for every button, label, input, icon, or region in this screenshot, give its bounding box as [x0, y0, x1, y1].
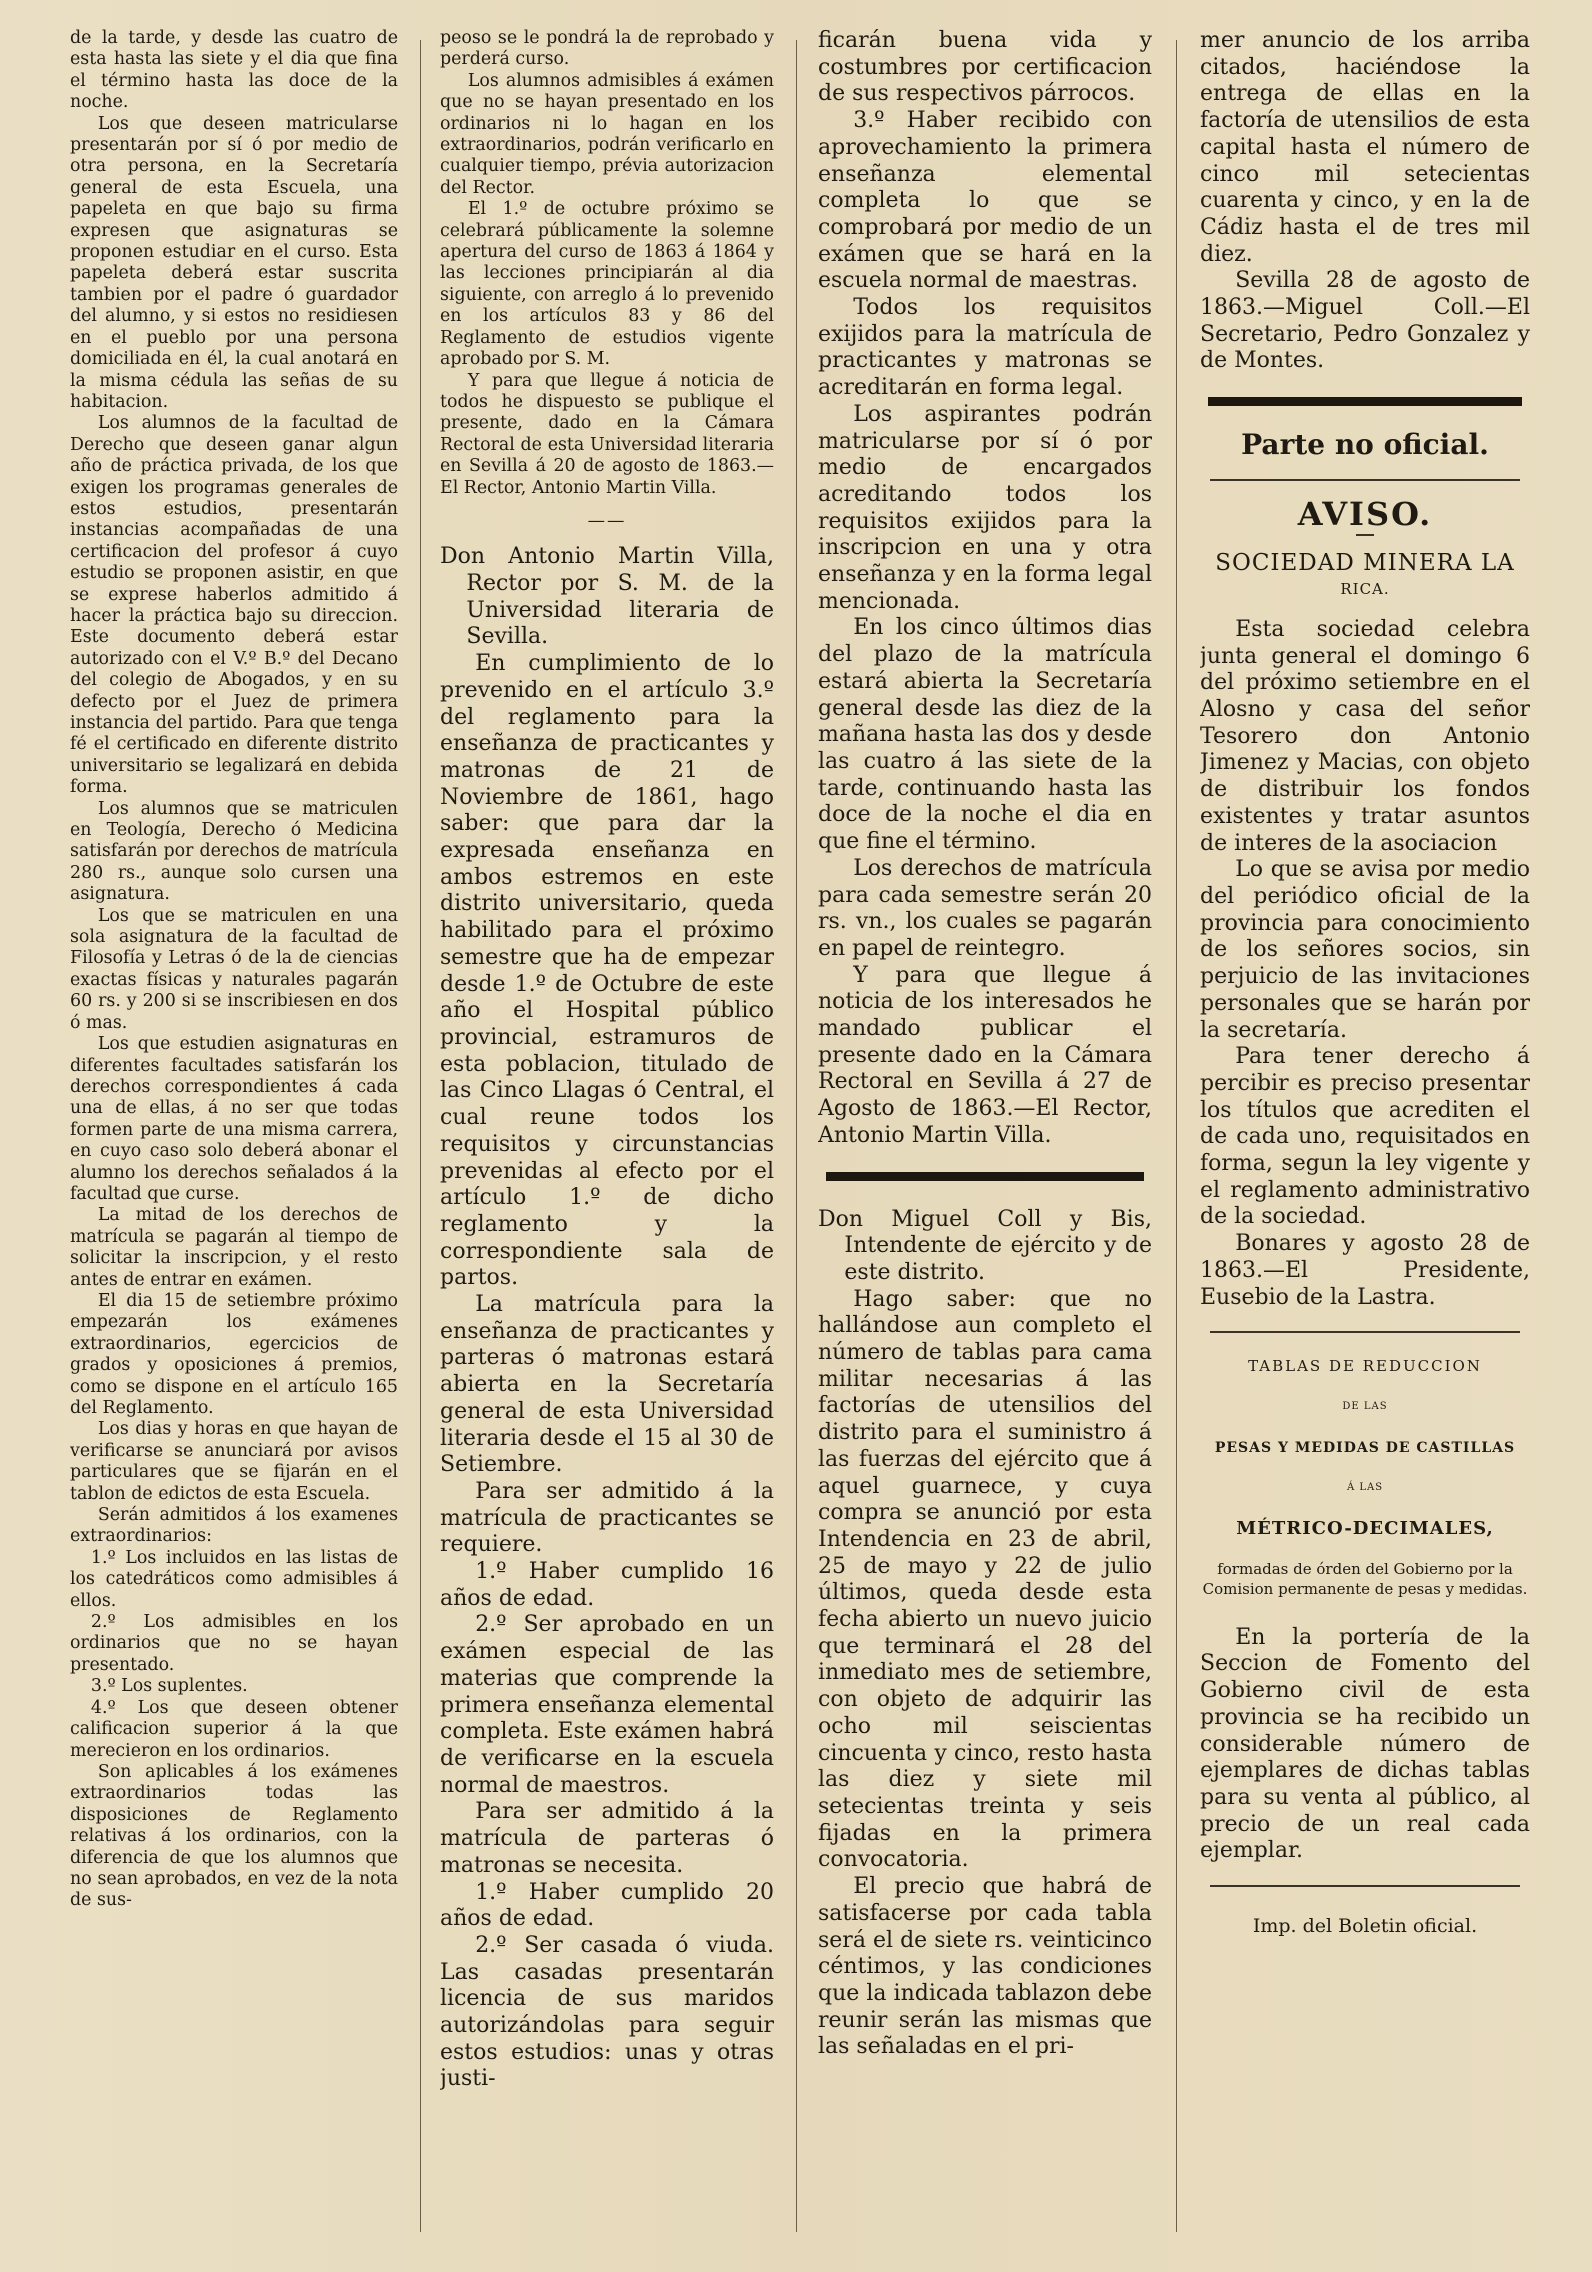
column-2 [440, 28, 774, 2252]
paragraph: 1.º Haber cumplido 20 años de edad. [440, 1879, 774, 1932]
separator-dash: —— [587, 510, 627, 531]
paragraph: Los aspirantes podrán matricularse por sí ó por medio de encargados acreditando todos los requisitos exijidos para la inscripcion en una y otra enseñanza y en la forma legal mencionada. [818, 401, 1152, 614]
paragraph: Los alumnos admisibles á exámen que no se hayan presentado en los ordinarios ni lo hagan en los extraordinarios, podrán verificarlo en cualquier tiempo, prévia autorizacion del Rector. [440, 70, 774, 198]
column-3 [818, 28, 1152, 2252]
tables-title-metric: MÉTRICO-DECIMALES, [1236, 1518, 1494, 1540]
list-item: 4.º Los que deseen obtener calificacion superior á la que merecieron en los ordinarios. [70, 1697, 398, 1761]
paragraph: La matrícula para la enseñanza de practicantes y parteras ó matronas estará abierta en la Secretaría general de esta Universidad literaria desde el 15 al 30 de Setiembre. [440, 1292, 774, 1478]
paragraph: El precio que habrá de satisfacerse por cada tabla será el de siete rs. veinticinco céntimos, y las condiciones que la indicada tablazon debe reunir serán las mismas que las señaladas en el pri- [818, 1874, 1152, 2060]
paragraph: Los que deseen matricularse presentarán por sí ó por medio de otra persona, en la Secretaría general de esta Escuela, una papeleta en que bajo su firma expresen que asignaturas se proponen estudiar en el curso. Esta papeleta deberá estar suscrita tambien por el padre ó guardador del alumno, y si estos no residiesen en el pueblo por una persona domiciliada en él, la cual anotará en la misma cédula las señas de su habitacion. [70, 113, 398, 412]
paragraph: Los alumnos de la facultad de Derecho que deseen ganar algun año de práctica privada, de los que exigen los programas generales de estos estudios, presentarán instancias acompañadas de una certificacion del profesor á cuyo estudio se proponen asistir, en que se exprese haberlos admitido á hacer la práctica bajo su direccion. Este documento deberá estar autorizado con el V.º B.º del Decano del colegio de Abogados, y en su defecto por el Juez de primera instancia del partido. Para que tenga fé el certificado en diferente distrito universitario se legalizará en debida forma. [70, 413, 398, 798]
section-title: Parte no oficial. [1241, 428, 1489, 462]
column-1 [70, 28, 398, 2252]
paragraph: Y para que llegue á noticia de todos he dispuesto se publique el presente, dado en la Cámara Rectoral de esta Universidad literaria en Sevilla á 20 de agosto de 1863.—El Rector, Antonio Martin Villa. [440, 370, 774, 498]
column-divider [420, 40, 421, 2232]
decree-heading [440, 544, 774, 651]
paragraph: mer anuncio de los arriba citados, haciéndose la entrega de ellas en la factoría de utensilios de esta capital hasta el número de cinco mil setecientas cuarenta y cinco, y en la de Cádiz hasta el de tres mil diez. [1200, 28, 1530, 267]
paragraph: Esta sociedad celebra junta general el domingo 6 del próximo setiembre en el Alosno y casa del señor Tesorero don Antonio Jimenez y Macias, con objeto de distribuir los fondos existentes y tratar asuntos de interes de la asociacion [1200, 616, 1530, 856]
column-divider [796, 40, 797, 2232]
decree-heading-text: Don Miguel Coll y Bis, Intendente de ejército y de este distrito. [818, 1206, 1152, 1285]
section-rule [826, 1172, 1144, 1181]
column-4 [1200, 28, 1530, 2252]
printer-imprint: Imp. del Boletin oficial. [1252, 1915, 1478, 1938]
paragraph: La mitad de los derechos de matrícula se pagarán al tiempo de solicitar la inscripcion, y el resto antes de entrar en exámen. [70, 1205, 398, 1290]
paragraph: Los alumnos que se matriculen en Teología, Derecho ó Medicina satisfarán por derechos de matrícula 280 rs., aunque solo cursen una asignatura. [70, 798, 398, 905]
society-title-cont: RICA. [1340, 580, 1390, 599]
paragraph: Los dias y horas en que hayan de verificarse se anunciará por avisos particulares que se fijarán en el tablon de edictos de esta Escuela. [70, 1419, 398, 1504]
paragraph: En cumplimiento de lo prevenido en el artículo 3.º del reglamento para la enseñanza de practicantes y matronas de 21 de Noviembre de 1861, hago saber: que para dar la expresada enseñanza en ambos estremos en este distrito universitario, queda habilitado para el próximo semestre que ha de empezar desde 1.º de Octubre de este año el Hospital público provincial, estramuros de esta poblacion, titulado de las Cinco Llagas ó Central, el cual reune todos los requisitos y circunstancias prevenidas al efecto por el artículo 1.º de dicho reglamento y la correspondiente sala de partos. [440, 651, 774, 1291]
paragraph: Lo que se avisa por medio del periódico oficial de la provincia para conocimiento de los señores socios, sin perjuicio de las invitaciones personales que se harán por la secretaría. [1200, 857, 1530, 1043]
list-item: 2.º Los admisibles en los ordinarios que no se hayan presentado. [70, 1612, 398, 1675]
paragraph: En los cinco últimos dias del plazo de la matrícula estará abierta la Secretaría general desde las diez de la mañana hasta las dos y desde las cuatro á las siete de la tarde, continuando hasta las doce de la noche el dia en que fine el término. [818, 615, 1152, 855]
list-item: 1.º Los incluidos en las listas de los catedráticos como admisibles á ellos. [70, 1547, 398, 1611]
paragraph: En la portería de la Seccion de Fomento del Gobierno civil de esta provincia se ha recibido un considerable número de ejemplares de dichas tablas para su venta al público, al precio de un real cada ejemplar. [1200, 1624, 1530, 1864]
paragraph: 3.º Haber recibido con aprovechamiento la primera enseñanza elemental completa lo que se comprobará por medio de un exámen que se hará en la escuela normal de maestras. [818, 108, 1152, 294]
paragraph: Los que se matriculen en una sola asignatura de la facultad de Filosofía y Letras ó de la de ciencias exactas físicas y naturales pagarán 60 rs. y 200 si se inscribiesen en dos ó mas. [70, 905, 398, 1033]
paragraph: Para tener derecho á percibir es preciso presentar los títulos que acrediten el de cada uno, requisitados en forma, segun la ley vigente y el reglamento administrativo de la sociedad. [1200, 1044, 1530, 1230]
short-rule [1356, 534, 1374, 536]
paragraph: Los que estudien asignaturas en diferentes facultades satisfarán los derechos correspondientes á cada una de ellas, á no ser que todas formen parte de una misma carrera, en cuyo caso solo deberá abonar el alumno los derechos señalados á la facultad que curse. [70, 1034, 398, 1204]
decree-heading-text: Don Antonio Martin Villa, Rector por S. M. de la Universidad literaria de Sevilla. [440, 544, 774, 650]
paragraph: peoso se le pondrá la de reprobado y perderá curso. [440, 28, 774, 70]
section-rule [1210, 1331, 1520, 1333]
decree-heading [818, 1207, 1152, 1287]
paragraph: 2.º Ser aprobado en un exámen especial de las materias que comprende la primera enseñanza elemental completa. Este exámen habrá de verificarse en la escuela normal de maestros. [440, 1612, 774, 1798]
paragraph: Bonares y agosto 28 de 1863.—El Presidente, Eusebio de la Lastra. [1200, 1231, 1530, 1310]
section-rule [1210, 1885, 1520, 1887]
paragraph: El 1.º de octubre próximo se celebrará públicamente la solemne apertura del curso de 1863 á 1864 y las lecciones principiarán al dia siguiente, con arreglo á lo prevenido en los artículos 83 y 86 del Reglamento de estudios vigente aprobado por S. M. [440, 199, 774, 370]
paragraph: El dia 15 de setiembre próximo empezarán los exámenes extraordinarios, egercicios de grados y oposiciones á premios, como se dispone en el artículo 165 del Reglamento. [70, 1290, 398, 1418]
paragraph: de la tarde, y desde las cuatro de esta hasta las siete y el dia que fina el término hasta las doce de la noche. [70, 28, 398, 113]
tables-title-small: DE LAS [1342, 1400, 1388, 1412]
paragraph: Sevilla 28 de agosto de 1863.—Miguel Coll.—El Secretario, Pedro Gonzalez y de Montes. [1200, 268, 1530, 374]
tables-subtitle: formadas de órden del Gobierno por la Comision permanente de pesas y medidas. [1202, 1559, 1528, 1598]
section-rule [1210, 479, 1520, 481]
paragraph: Hago saber: que no hallándose aun completo el número de tablas para cama militar necesarias á las factorías de utensilios del distrito para el suministro á las fuerzas del ejército que á aquel guarnece, y cuya compra se anunció por esta Intendencia en 23 de abril, 25 de mayo y 22 de julio últimos, queda desde esta fecha abierto un nuevo juicio que terminará el 28 del inmediato mes de setiembre, con objeto de adquirir las ocho mil seiscientas cincuenta y cinco, resto hasta las diez y siete mil setecientas treinta y seis fijadas en la primera convocatoria. [818, 1286, 1152, 1873]
society-title: SOCIEDAD MINERA LA [1215, 549, 1515, 576]
section-rule [1208, 397, 1522, 406]
paragraph: Para ser admitido á la matrícula de practicantes se requiere. [440, 1478, 774, 1558]
paragraph: Todos los requisitos exijidos para la matrícula de practicantes y matronas se acreditarán en forma legal. [818, 295, 1152, 401]
paragraph: Los derechos de matrícula para cada semestre serán 20 rs. vn., los cuales se pagarán en papel de reintegro. [818, 855, 1152, 961]
paragraph: Serán admitidos á los examenes extraordinarios: [70, 1505, 398, 1547]
aviso-title: AVISO. [1297, 494, 1433, 533]
tables-title-pesas: PESAS Y MEDIDAS DE CASTILLAS [1214, 1439, 1516, 1456]
paragraph: 1.º Haber cumplido 16 años de edad. [440, 1559, 774, 1611]
paragraph: ficarán buena vida y costumbres por certificacion de sus respectivos párrocos. [818, 28, 1152, 107]
paragraph: Para ser admitido á la matrícula de parteras ó matronas se necesita. [440, 1799, 774, 1878]
column-divider [1176, 40, 1177, 2232]
list-item: 3.º Los suplentes. [90, 1676, 248, 1697]
tables-title: TABLAS DE REDUCCION [1248, 1357, 1482, 1376]
tables-title-small: Á LAS [1346, 1482, 1384, 1494]
paragraph: Y para que llegue á noticia de los interesados he mandado publicar el presente dado en la Cámara Rectoral en Sevilla á 27 de Agosto de 1863.—El Rector, Antonio Martin Villa. [818, 962, 1152, 1148]
paragraph: Son aplicables á los exámenes extraordinarios todas las disposiciones de Reglamento relativas á los ordinarios, con la diferencia de que los alumnos que no sean aprobados, en vez de la nota de sus- [70, 1761, 398, 1911]
paragraph: 2.º Ser casada ó viuda. Las casadas presentarán licencia de sus maridos autorizándolas para seguir estos estudios: unas y otras justi- [440, 1932, 774, 2092]
